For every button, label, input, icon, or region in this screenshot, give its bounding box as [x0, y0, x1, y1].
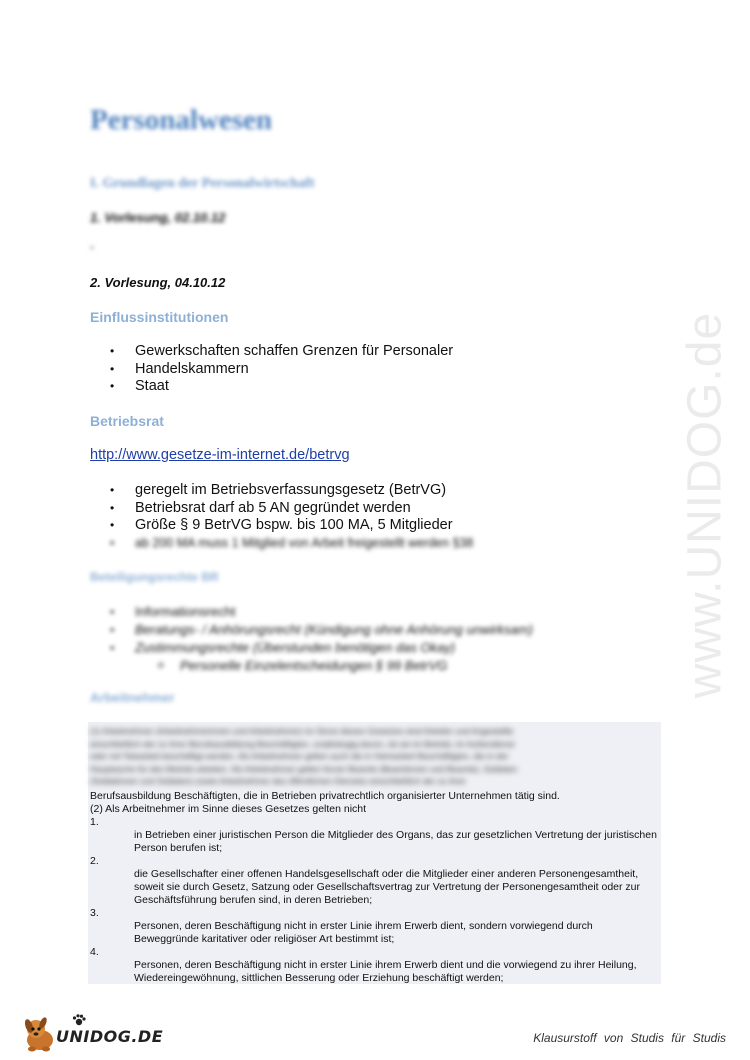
law-item-number: 1. — [90, 816, 99, 828]
law-item-number: 4. — [90, 946, 99, 958]
arbeitnehmer-heading: Arbeitnehmer — [90, 690, 175, 705]
list-item: • geregelt im Betriebsverfassungsgesetz (BetrVG) — [110, 482, 473, 500]
sub-list-item: o Personelle Einzelentscheidungen § 99 BetrVG — [110, 657, 533, 675]
unidog-logo — [22, 1014, 164, 1054]
list-item: • Zustimmungsrechte (Überstunden benötigen das Okay) — [110, 639, 533, 657]
betrvg-link[interactable]: http://www.gesetze-im-internet.de/betrvg — [90, 447, 350, 463]
law-item-number: 3. — [90, 907, 99, 919]
law-line-partial: Berufsausbildung Beschäftigten, die in Betrieben privatrechtlich organisierter Unternehmen tätig sind. — [90, 790, 560, 802]
paw-icon — [72, 1014, 86, 1026]
lecture-1-heading: 1. Vorlesung, 02.10.12 — [90, 210, 226, 225]
einfluss-list — [110, 343, 453, 396]
law-item-text: die Gesellschafter einer offenen Handelsgesellschaft oder die Mitglieder einer anderen Personengesamtheit, soweit sie durch Gesetz, Satzung oder Gesellschaftsvertrag zur Vertretung der Personengesamtheit oder zur Geschäftsführung berufen sind, in deren Betrieben; — [134, 868, 641, 906]
dog-mascot-icon — [22, 1014, 60, 1054]
footer-tagline: Klausurstoff von Studis für Studis — [533, 1031, 726, 1045]
list-item: • Staat — [110, 378, 453, 396]
list-item: • Beratungs- / Anhörungsrecht (Kündigung ohne Anhörung unwirksam) — [110, 621, 533, 639]
list-item: • Handelskammern — [110, 361, 453, 379]
empty-paragraph-mark: ▪ — [90, 242, 94, 254]
betriebsrat-heading: Betriebsrat — [90, 413, 164, 429]
list-item: • Gewerkschaften schaffen Grenzen für Personaler — [110, 343, 453, 361]
list-item: • ab 200 MA muss 1 Mitglied von Arbeit freigestellt werden §38 — [110, 535, 473, 553]
list-item: • Betriebsrat darf ab 5 AN gegründet werden — [110, 500, 473, 518]
law-item-text: Personen, deren Beschäftigung nicht in erster Linie ihrem Erwerb dient und die vorwiegend zu ihrer Heilung, Wiedereingewöhnung, sittlichen Besserung oder Erziehung beschäftigt werden; — [134, 959, 637, 984]
law-text — [90, 790, 660, 985]
law-item-text: Personen, deren Beschäftigung nicht in erster Linie ihrem Erwerb dient, sondern vorwiegend durch Beweggründe karitativer oder religiöser Art bestimmt ist; — [134, 920, 593, 945]
beteiligung-list — [110, 603, 533, 675]
law-paragraph-2: (2) Als Arbeitnehmer im Sinne dieses Gesetzes gelten nicht — [90, 803, 367, 815]
list-item: • Informationsrecht — [110, 603, 533, 621]
list-item: • Größe § 9 BetrVG bspw. bis 100 MA, 5 Mitglieder — [110, 517, 473, 535]
einfluss-heading: Einflussinstitutionen — [90, 309, 229, 325]
law-paragraph-1: (1) Arbeitnehmer (Arbeitnehmerinnen und Arbeitnehmer) im Sinne dieses Gesetzes sind Arbeiter und Angestellte einschließlich der zu ihrer Berufsausbildung Beschäftigten, unabhängig davon, ob sie im Betrieb, im Außendienst oder mit Telearbeit beschäftigt werden. Als Arbeitnehmer gelten auch die in Heimarbeit Beschäftigten, die in der Hauptsache für den Betrieb arbeiten. Als Arbeitnehmer gelten ferner Beamte (Beamtinnen und Beamte), Soldaten (Soldatinnen und Soldaten) sowie Arbeitnehmer des öffentlichen Dienstes einschließlich der zu ihrer — [90, 726, 518, 787]
betriebsrat-list — [110, 482, 473, 552]
watermark: www.UNIDOG.de — [678, 311, 732, 699]
page-title: Personalwesen — [90, 104, 273, 136]
law-item-text: in Betrieben einer juristischen Person die Mitglieder des Organs, das zur gesetzlichen Vertretung der juristischen Person berufen ist; — [134, 829, 657, 854]
beteiligung-heading: Beteiligungsrechte BR — [90, 570, 219, 584]
section-heading: I. Grundlagen der Personalwirtschaft — [90, 176, 315, 191]
logo-text: UNIDOG.DE — [56, 1027, 164, 1046]
law-item-number: 2. — [90, 855, 99, 867]
lecture-2-heading: 2. Vorlesung, 04.10.12 — [90, 275, 226, 290]
